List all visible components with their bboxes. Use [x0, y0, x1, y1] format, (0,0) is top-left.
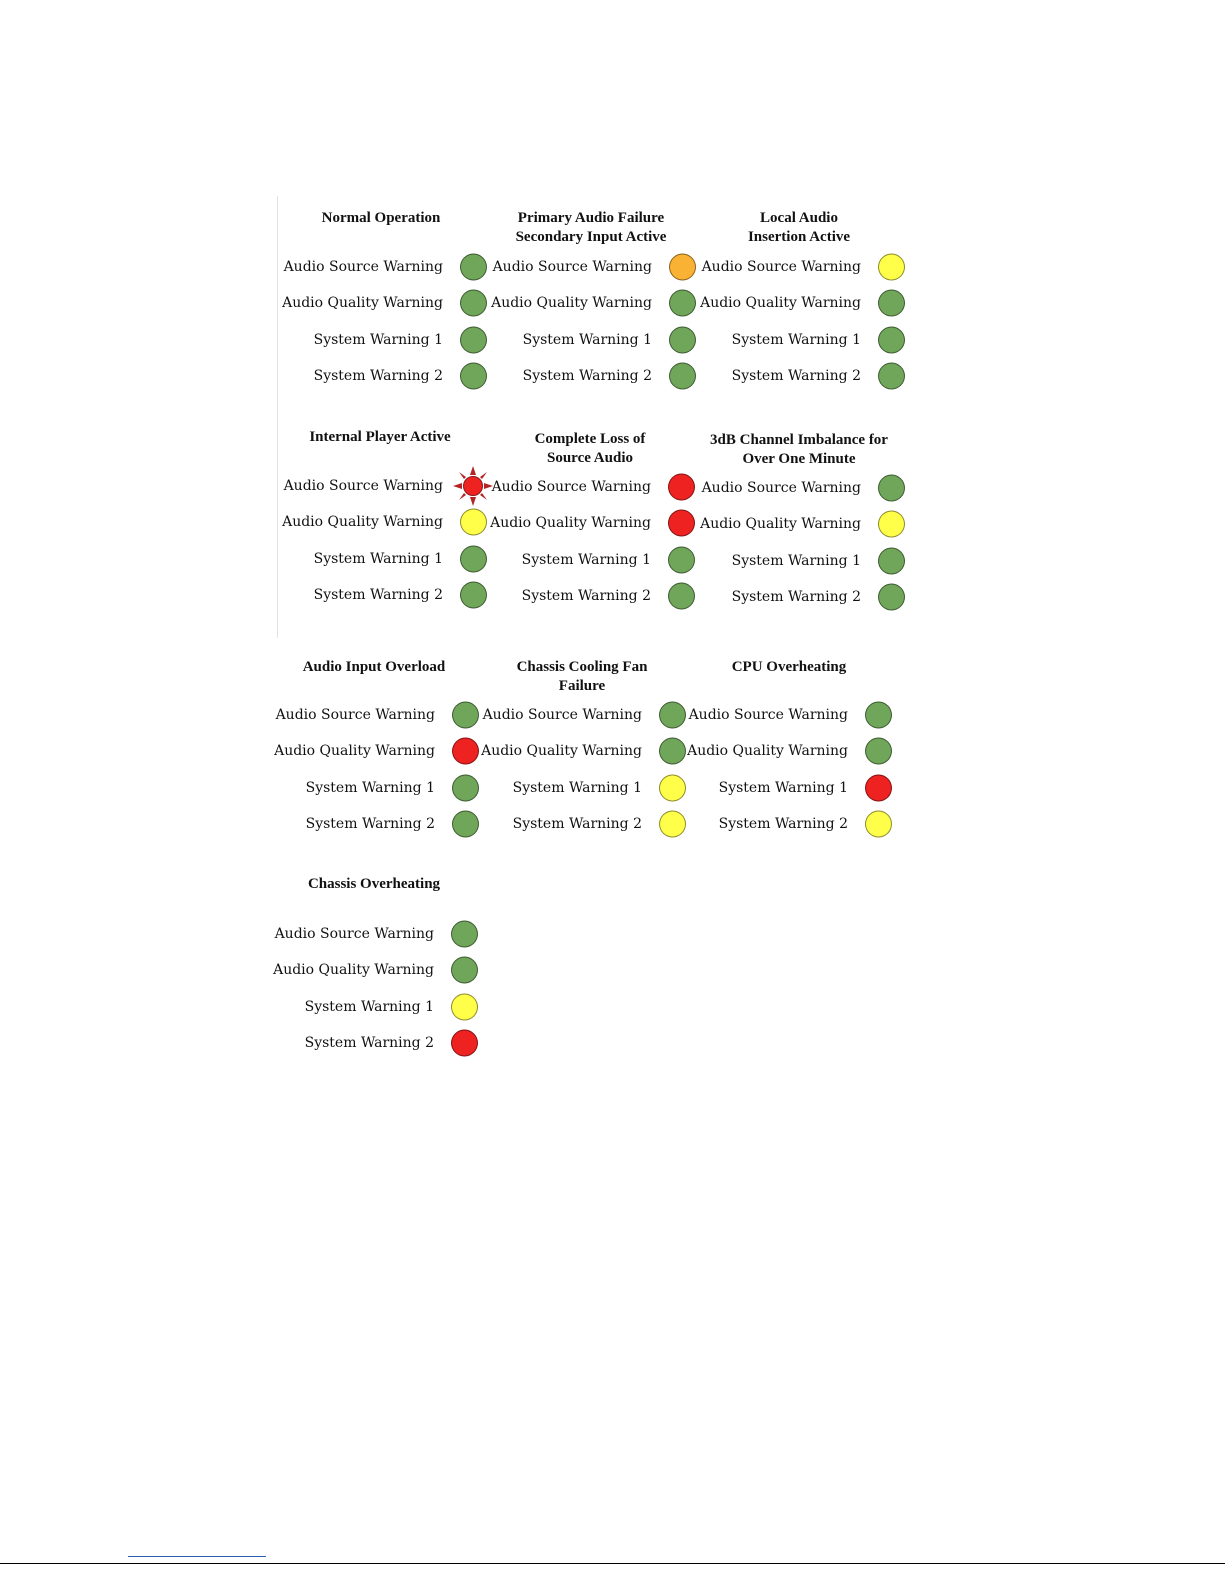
panel-title-line-1: Local Audio: [760, 210, 838, 226]
status-row-audio-quality-warning: [267, 287, 487, 319]
panel-title-line-1: Audio Input Overload: [302, 659, 446, 675]
status-row-system-warning-1: [476, 324, 696, 356]
yellow-indicator-light: [878, 511, 905, 538]
status-row-audio-quality-warning: [476, 287, 696, 319]
panel-title-line-1: Chassis Cooling Fan: [516, 659, 648, 675]
yellow-indicator-light: [451, 993, 478, 1020]
status-row-system-warning-2: [476, 360, 696, 392]
status-row-audio-source-warning: [475, 471, 695, 503]
status-label: System Warning 1: [313, 331, 443, 348]
red-indicator-light: [451, 1029, 478, 1056]
panel-title-line-2: Failure: [558, 678, 606, 694]
status-row-system-warning-2: [672, 808, 892, 840]
panel-title-line-2: Over One Minute: [742, 451, 856, 467]
green-indicator-light: [878, 547, 905, 574]
status-label: System Warning 1: [512, 779, 642, 796]
panel-audio-input-overload: [259, 658, 479, 878]
status-label: Audio Source Warning: [492, 259, 652, 275]
status-row-system-warning-1: [685, 545, 905, 577]
status-label: Audio Quality Warning: [687, 743, 848, 760]
status-label: Audio Source Warning: [283, 259, 443, 275]
status-row-audio-quality-warning: [258, 954, 478, 986]
status-row-system-warning-1: [475, 544, 695, 576]
panel-title-line-2: Source Audio: [547, 450, 633, 466]
status-label: System Warning 1: [304, 998, 434, 1015]
status-row-audio-source-warning: [466, 699, 686, 731]
panel-cpu-overheating: [672, 658, 892, 878]
status-row-audio-quality-warning: [267, 506, 487, 538]
panel-title: [669, 431, 929, 469]
status-row-system-warning-2: [685, 581, 905, 613]
status-row-system-warning-1: [259, 772, 479, 804]
panel-title: [669, 209, 929, 247]
green-indicator-light: [865, 702, 892, 729]
status-row-system-warning-1: [267, 543, 487, 575]
status-row-system-warning-1: [258, 991, 478, 1023]
green-indicator-light: [865, 738, 892, 765]
status-row-system-warning-2: [267, 579, 487, 611]
status-label: System Warning 2: [305, 815, 435, 832]
status-row-audio-quality-warning: [475, 507, 695, 539]
panel-normal-operation: [267, 209, 487, 429]
status-label: Audio Source Warning: [491, 479, 651, 495]
status-label: System Warning 2: [521, 587, 651, 604]
status-label: Audio Quality Warning: [491, 295, 652, 312]
status-label: Audio Quality Warning: [700, 516, 861, 533]
panel-title: [244, 875, 504, 894]
status-row-audio-quality-warning: [672, 735, 892, 767]
status-label: Audio Quality Warning: [481, 743, 642, 760]
status-label: Audio Source Warning: [701, 480, 861, 496]
green-indicator-light: [878, 290, 905, 317]
status-label: Audio Quality Warning: [273, 962, 434, 979]
status-row-system-warning-1: [672, 772, 892, 804]
status-label: Audio Quality Warning: [282, 295, 443, 312]
status-label: System Warning 1: [718, 779, 848, 796]
status-label: Audio Source Warning: [688, 707, 848, 723]
panel-primary-audio-failure-secondary-input-active: [476, 209, 696, 429]
panel-title-line-1: Normal Operation: [321, 210, 441, 226]
status-row-system-warning-2: [258, 1027, 478, 1059]
status-label: System Warning 1: [313, 550, 443, 567]
status-label: Audio Quality Warning: [490, 515, 651, 532]
yellow-indicator-light: [865, 810, 892, 837]
status-label: System Warning 2: [313, 367, 443, 384]
green-indicator-light: [878, 362, 905, 389]
status-row-system-warning-1: [466, 772, 686, 804]
status-row-audio-source-warning: [672, 699, 892, 731]
status-label: System Warning 2: [313, 586, 443, 603]
status-label: Audio Source Warning: [283, 478, 443, 494]
status-label: System Warning 2: [522, 367, 652, 384]
status-label: System Warning 2: [731, 588, 861, 605]
status-label: Audio Source Warning: [274, 926, 434, 942]
panel-title-line-1: Internal Player Active: [309, 429, 451, 445]
status-row-system-warning-2: [259, 808, 479, 840]
panel-chassis-cooling-fan-failure: [466, 658, 686, 878]
status-row-audio-quality-warning: [466, 735, 686, 767]
status-row-system-warning-2: [475, 580, 695, 612]
status-label: System Warning 2: [731, 367, 861, 384]
panel-internal-player-active: [267, 428, 487, 648]
status-row-audio-source-warning: [267, 470, 487, 502]
panel-chassis-overheating: [258, 875, 478, 1095]
status-label: System Warning 2: [512, 815, 642, 832]
status-row-audio-source-warning: [685, 251, 905, 283]
status-row-audio-source-warning: [685, 472, 905, 504]
status-row-system-warning-2: [685, 360, 905, 392]
green-indicator-light: [878, 326, 905, 353]
footnote-rule: [128, 1556, 266, 1557]
status-row-audio-quality-warning: [259, 735, 479, 767]
status-row-audio-quality-warning: [685, 508, 905, 540]
panel-complete-loss-of-source-audio: [475, 430, 695, 650]
panel-title-line-1: Primary Audio Failure: [517, 210, 665, 226]
status-row-audio-source-warning: [259, 699, 479, 731]
panel-title-line-2: Secondary Input Active: [515, 229, 667, 245]
red-indicator-light: [865, 774, 892, 801]
panel-title-line-1: Chassis Overheating: [307, 876, 441, 892]
green-indicator-light: [878, 475, 905, 502]
status-row-audio-source-warning: [267, 251, 487, 283]
green-indicator-light: [451, 921, 478, 948]
green-indicator-light: [878, 583, 905, 610]
status-label: Audio Source Warning: [275, 707, 435, 723]
status-label: System Warning 1: [731, 552, 861, 569]
panel-title-line-1: 3dB Channel Imbalance for: [710, 432, 888, 448]
panel-3db-channel-imbalance-for-over-one-minute: [685, 431, 905, 651]
status-label: System Warning 1: [521, 551, 651, 568]
status-row-system-warning-2: [466, 808, 686, 840]
status-label: System Warning 1: [522, 331, 652, 348]
yellow-indicator-light: [878, 254, 905, 281]
panel-title-line-1: Complete Loss of: [534, 431, 646, 447]
panel-title: [659, 658, 919, 677]
status-row-system-warning-2: [267, 360, 487, 392]
status-row-system-warning-1: [685, 324, 905, 356]
green-indicator-light: [451, 957, 478, 984]
status-label: Audio Source Warning: [701, 259, 861, 275]
page-bottom-rule: [0, 1563, 1225, 1564]
status-label: System Warning 1: [305, 779, 435, 796]
status-label: System Warning 2: [304, 1034, 434, 1051]
status-label: Audio Quality Warning: [282, 514, 443, 531]
status-label: Audio Source Warning: [482, 707, 642, 723]
status-row-system-warning-1: [267, 324, 487, 356]
status-label: System Warning 2: [718, 815, 848, 832]
status-row-audio-source-warning: [476, 251, 696, 283]
status-label: System Warning 1: [731, 331, 861, 348]
status-label: Audio Quality Warning: [274, 743, 435, 760]
status-label: Audio Quality Warning: [700, 295, 861, 312]
panel-title-line-1: CPU Overheating: [731, 659, 847, 675]
panel-local-audio-insertion-active: [685, 209, 905, 429]
status-row-audio-source-warning: [258, 918, 478, 950]
status-row-audio-quality-warning: [685, 287, 905, 319]
panel-title-line-2: Insertion Active: [747, 229, 851, 245]
